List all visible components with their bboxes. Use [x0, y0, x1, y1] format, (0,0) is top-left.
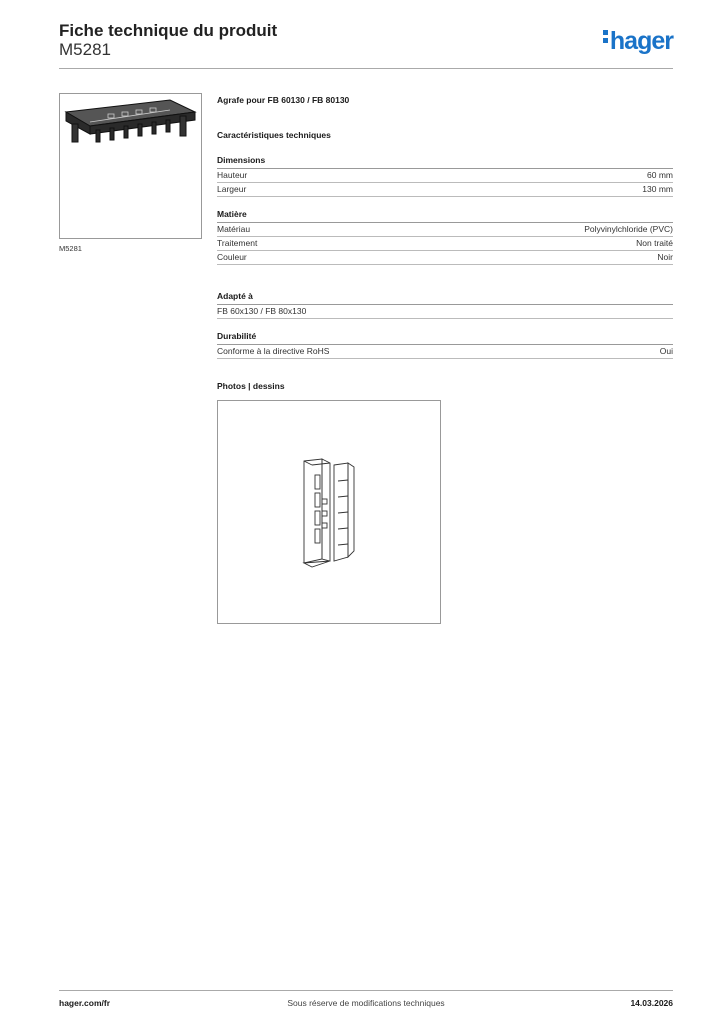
spec-value: Non traité	[636, 238, 673, 248]
spec-value: 130 mm	[642, 184, 673, 194]
spec-row	[217, 251, 673, 265]
photos-heading: Photos | dessins	[217, 381, 285, 391]
spec-label: Matériau	[217, 224, 251, 234]
hager-logo: hager	[603, 27, 673, 56]
section-durabilite	[217, 331, 673, 359]
footer-notice: Sous réserve de modifications techniques	[287, 998, 445, 1008]
clip-drawing-image	[218, 401, 440, 623]
spec-value: Noir	[657, 252, 673, 262]
characteristics-heading: Caractéristiques techniques	[217, 130, 331, 140]
spec-value: 60 mm	[647, 170, 673, 180]
section-adapte	[217, 291, 673, 319]
logo-dots-icon	[603, 30, 608, 46]
spec-label: Hauteur	[217, 170, 248, 180]
spec-label: FB 60x130 / FB 80x130	[217, 306, 307, 316]
spec-row	[217, 183, 673, 197]
spec-value: Polyvinylchloride (PVC)	[584, 224, 673, 234]
spec-row	[217, 169, 673, 183]
spec-row	[217, 345, 673, 359]
spec-label: Couleur	[217, 252, 247, 262]
spec-row	[217, 223, 673, 237]
section-title: Matière	[217, 209, 673, 223]
section-title: Adapté à	[217, 291, 673, 305]
product-code: M5281	[59, 40, 111, 59]
website-link[interactable]: hager.com/fr	[59, 998, 111, 1008]
section-dimensions	[217, 155, 673, 197]
section-title: Durabilité	[217, 331, 673, 345]
spec-label: Largeur	[217, 184, 247, 194]
spec-row	[217, 305, 673, 319]
footer-date: 14.03.2026	[630, 998, 673, 1008]
spec-value: Oui	[659, 346, 673, 356]
spec-row	[217, 237, 673, 251]
spec-label: Traitement	[217, 238, 258, 248]
section-title: Dimensions	[217, 155, 673, 169]
footer-divider	[59, 990, 673, 991]
header-divider	[59, 68, 673, 69]
page-header	[59, 20, 673, 68]
product-name: Agrafe pour FB 60130 / FB 80130	[217, 95, 350, 105]
product-thumbnail	[59, 93, 202, 239]
thumbnail-caption: M5281	[59, 244, 82, 253]
clip-perspective-image	[60, 94, 201, 238]
spec-label: Conforme à la directive RoHS	[217, 346, 330, 356]
technical-drawing	[217, 400, 441, 624]
page-title: Fiche technique du produit	[59, 21, 278, 40]
section-materiel	[217, 209, 673, 265]
